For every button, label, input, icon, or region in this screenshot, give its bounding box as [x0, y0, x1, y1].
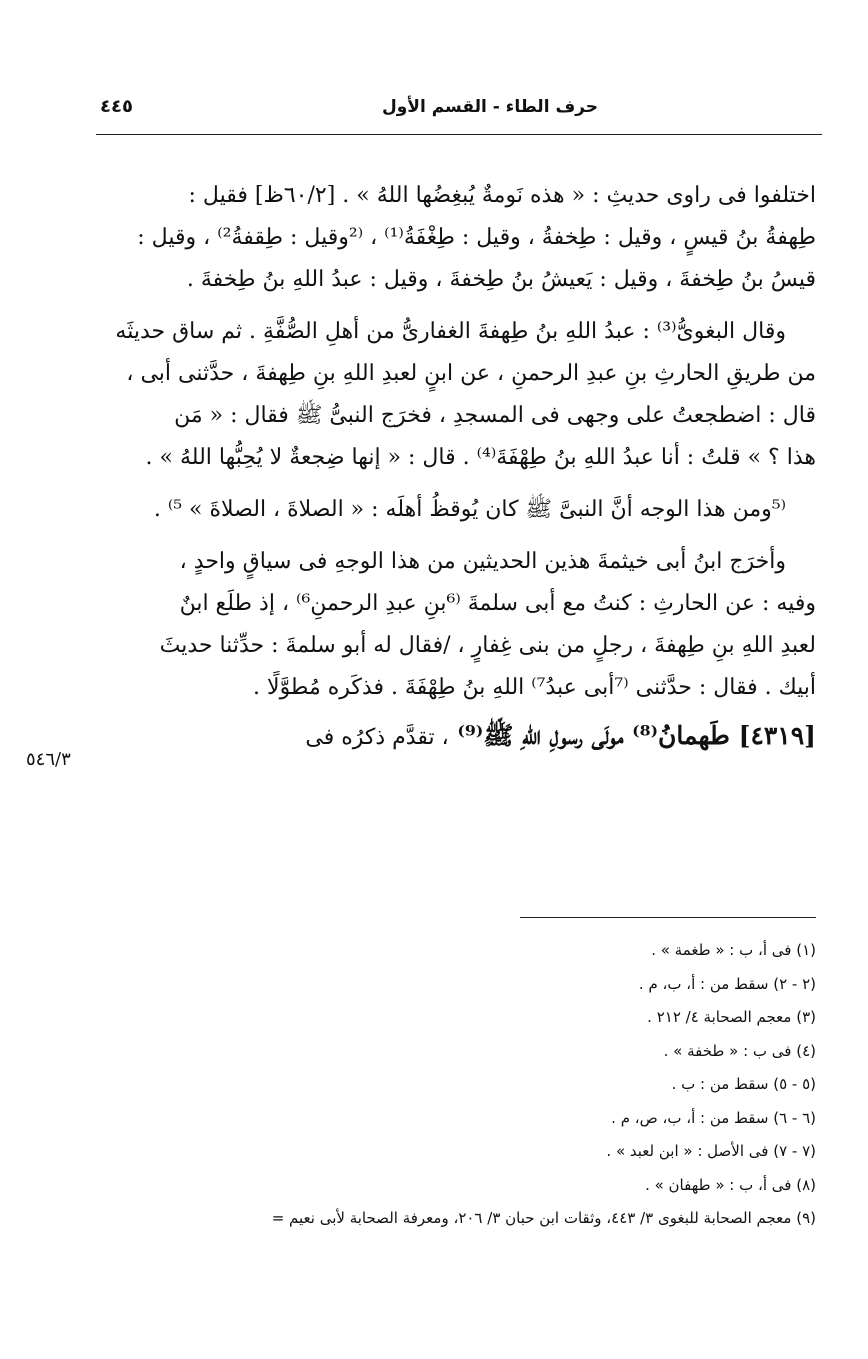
page-number: ٤٤٥: [100, 96, 133, 117]
footnote: (٩) معجم الصحابة للبغوى ٣/ ٤٤٣، وثقات ابن حبان ٣/ ٢٠٦، ومعرفة الصحابة لأبى نعيم =: [271, 1209, 816, 1227]
footnotes: [100, 934, 816, 1236]
text-line: من طريقِ الحارثِ بنِ عبدِ الرحمنِ ، عن ابنٍ لعبدِ اللهِ بنِ طِهفةَ ، حدَّثنى أبى ،: [126, 361, 816, 386]
running-header: [100, 94, 820, 124]
text-line: لعبدِ اللهِ بنِ طِهفةَ ، رجلٍ من بنى غِفارٍ ، /فقال له أبو سلمةَ : حدِّثنا حديثَ: [159, 633, 816, 658]
header-divider: [96, 134, 822, 135]
chapter-title: حرف الطاء - القسم الأول: [381, 97, 599, 117]
footnote: (١) فى أ، ب : « طغمة » .: [651, 941, 816, 959]
footnote-divider: [520, 917, 816, 918]
footnote: (٦ - ٦) سقط من : أ، ب، ص، م .: [611, 1108, 816, 1127]
footnote: (٢ - ٢) سقط من : أ، ب، م .: [638, 974, 816, 993]
text-line: اختلفوا فى راوى حديثِ : « هذه نَومةٌ يُبغِضُها اللهُ » . [٦٠/٢ظ] فقيل :: [188, 183, 816, 208]
paragraph: [100, 541, 816, 709]
text-line: أبيك . فقال : حدَّثنى ⁽⁷أبى عبدُ⁷⁾ اللهِ بنُ طِهْفَةَ . فذكَره مُطوَّلًا .: [253, 675, 816, 700]
text-line: وفيه : عن الحارثِ : كنتُ مع أبى سلمةَ ⁽⁶بنِ عبدِ الرحمنِ⁶⁾ ، إذ طلَع ابنٌ: [179, 591, 816, 616]
text-line: طِهفةُ بنُ قيسٍ ، وقيل : طِخفةُ ، وقيل : طِغْفَةُ⁽¹⁾ ، ⁽²وقيل : طِقفةُ²⁾ ، وقيل :: [137, 225, 816, 250]
text-line: وقال البغوىُّ⁽³⁾ : عبدُ اللهِ بنُ طِهفةَ الغفارىُّ من أهلِ الصُّفَّةِ . ثم ساق حديثَه: [115, 319, 786, 344]
text-line: قيسُ بنُ طِخفةَ ، وقيل : يَعيشُ بنُ طِخفةَ ، وقيل : عبدُ اللهِ بنُ طِخفةَ .: [186, 267, 816, 292]
paragraph: [100, 311, 816, 479]
entry-heading: [100, 715, 816, 759]
text-line: هذا ؟ » قلتُ : أنا عبدُ اللهِ بنُ طِهْفَةَ⁽⁴⁾ . قال : « إنها ضِجعةٌ لا يُحِبُّها اللهُ » .: [145, 445, 816, 470]
entry-text: ، تقدَّم ذكرُه فى: [305, 725, 449, 750]
footnote: (٤) فى ب : « طخفة » .: [663, 1041, 816, 1060]
text-line: قال : اضطجعتُ على وجهى فى المسجدِ ، فخرَج النبىُّ ﷺ فقال : « مَن: [174, 403, 816, 428]
footnote: (٧ - ٧) فى الأصل : « ابن لعبد » .: [606, 1142, 816, 1160]
text-line: ⁽⁵ومن هذا الوجه أنَّ النبىَّ ﷺ كان يُوقظُ أهلَه : « الصلاةَ ، الصلاةَ » ⁵⁾ .: [153, 497, 786, 522]
entry-number: [٤٣١٩]: [738, 721, 816, 750]
footnote: (٣) معجم الصحابة ٤/ ٢١٢ .: [647, 1008, 816, 1026]
margin-reference: ٥٤٦/٣: [26, 749, 71, 770]
footnote: (٥ - ٥) سقط من : ب .: [671, 1075, 816, 1093]
paragraph: [100, 175, 816, 301]
paragraph: [100, 489, 816, 531]
footnote: (٨) فى أ، ب : « طهفان » .: [645, 1175, 816, 1194]
entry-name: طَهمانُ⁽⁸⁾ مولَى رسولِ اللهِ ﷺ⁽⁹⁾: [457, 721, 730, 750]
main-text: [100, 175, 816, 759]
text-line: وأخرَج ابنُ أبى خيثمةَ هذين الحديثين من هذا الوجهِ فى سياقٍ واحدٍ ،: [179, 549, 786, 574]
